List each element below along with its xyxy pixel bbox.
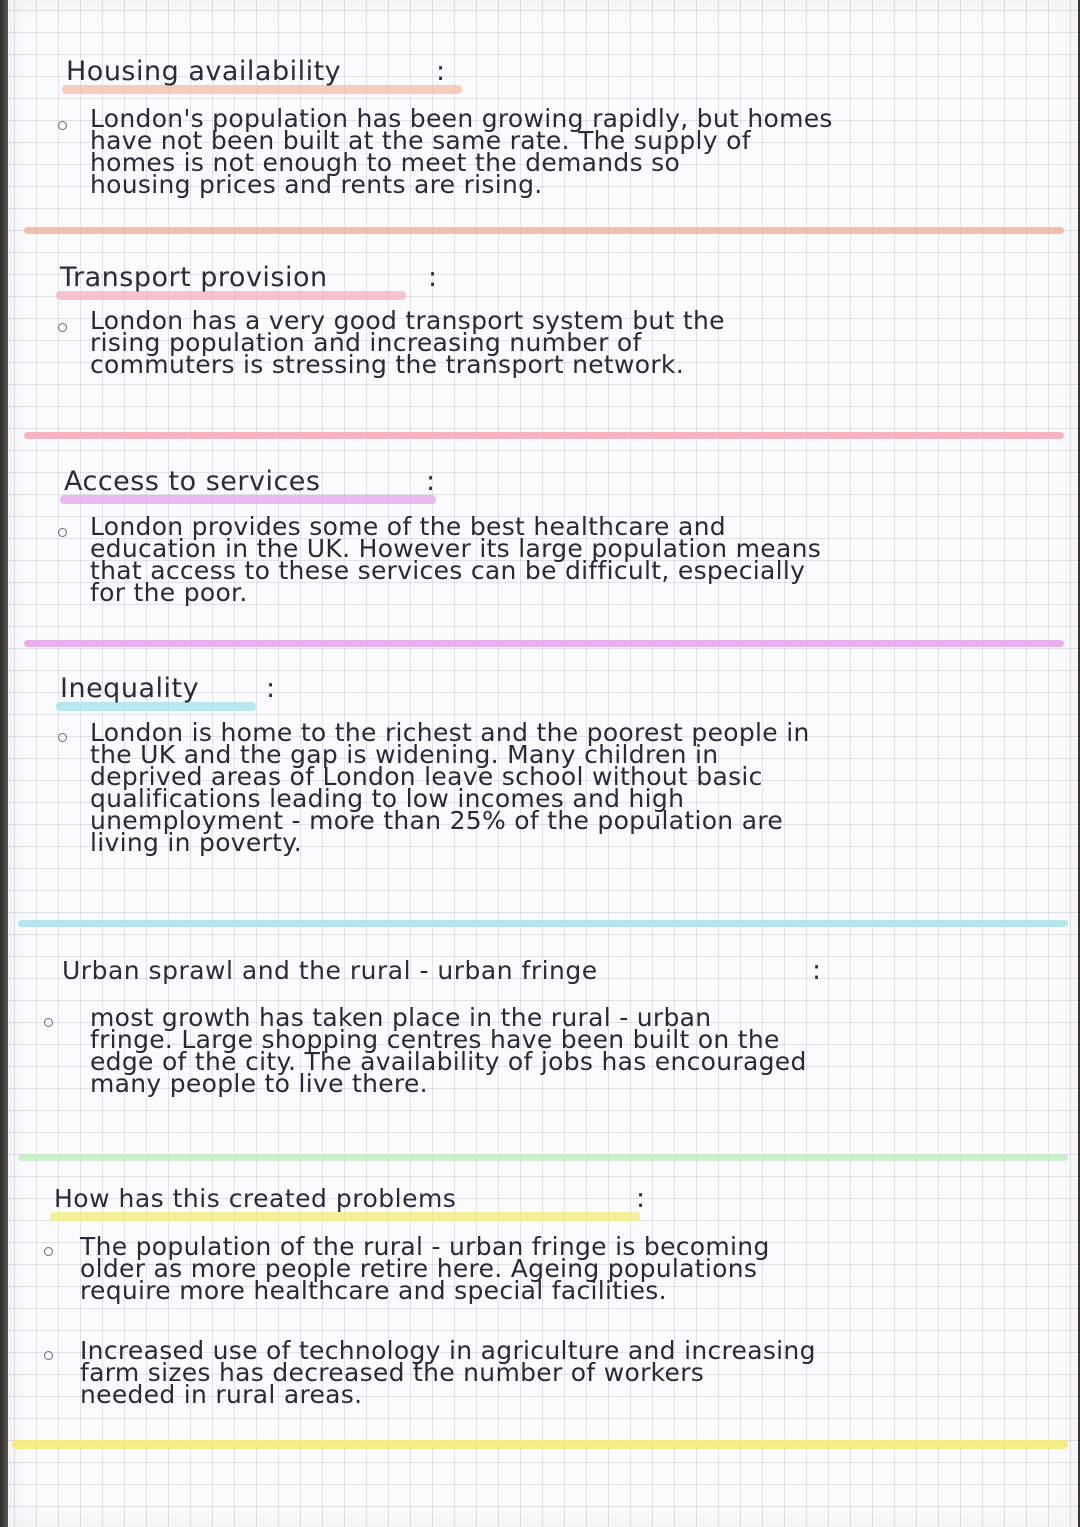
bullet-point [58,121,67,130]
heading-text: Transport provision [60,262,328,293]
section-urban-sprawl-heading [62,955,842,995]
heading-colon: : [812,955,822,986]
bullet-point [44,1247,53,1256]
section-divider [24,227,1064,234]
section-divider [24,640,1064,647]
section-inequality-text: London is home to the richest and the poorest people in the UK and the gap is widening. Many children in deprived areas of London leave school without basic qualifications leading to low incomes and high unemployment - more than 25% of the population are living in poverty. [90,718,810,857]
section-divider [12,1440,1068,1449]
heading-text: Housing availability [66,56,342,87]
heading-colon: : [636,1183,646,1214]
section-urban-sprawl-text: most growth has taken place in the rural - urban fringe. Large shopping centres have been built on the edge of the city. The availability of jobs has encouraged many people to live there. [90,1003,807,1098]
section-services-text: London provides some of the best healthcare and education in the UK. However its large population means that access to these services can be difficult, especially for the poor. [90,512,822,607]
section-transport-heading [60,262,440,302]
section-housing-text: London's population has been growing rapidly, but homes have not been built at the same rate. The supply of homes is not enough to meet the demands so housing prices and rents are rising. [90,104,833,199]
heading-colon: : [436,56,446,87]
section-divider [18,920,1068,927]
bullet-point [58,733,67,742]
heading-text: Urban sprawl and the rural - urban fringe [62,956,598,985]
section-divider [18,1154,1068,1161]
heading-text: How has this created problems [54,1184,457,1213]
heading-colon: : [426,466,436,497]
section-divider [24,432,1064,439]
bullet-point [58,323,67,332]
heading-text: Inequality [60,673,200,704]
bullet-point [58,528,67,537]
bullet-point [44,1018,53,1027]
section-housing-heading [66,56,466,96]
section-problems-text-1: The population of the rural - urban fringe is becoming older as more people retire here. Ageing populations require more healthcare and special facilities. [80,1232,770,1305]
section-services-heading [64,466,444,506]
section-problems-heading [54,1183,654,1223]
heading-colon: : [428,262,438,293]
section-problems-text-2: Increased use of technology in agriculture and increasing farm sizes has decreased the number of workers needed in rural areas. [80,1336,816,1409]
section-inequality-heading [60,673,300,713]
section-transport-text: London has a very good transport system but the rising population and increasing number of commuters is stressing the transport network. [90,306,725,379]
heading-text: Access to services [64,466,321,497]
bullet-point [44,1351,53,1360]
heading-colon: : [266,673,276,704]
note-page [8,0,1078,1527]
